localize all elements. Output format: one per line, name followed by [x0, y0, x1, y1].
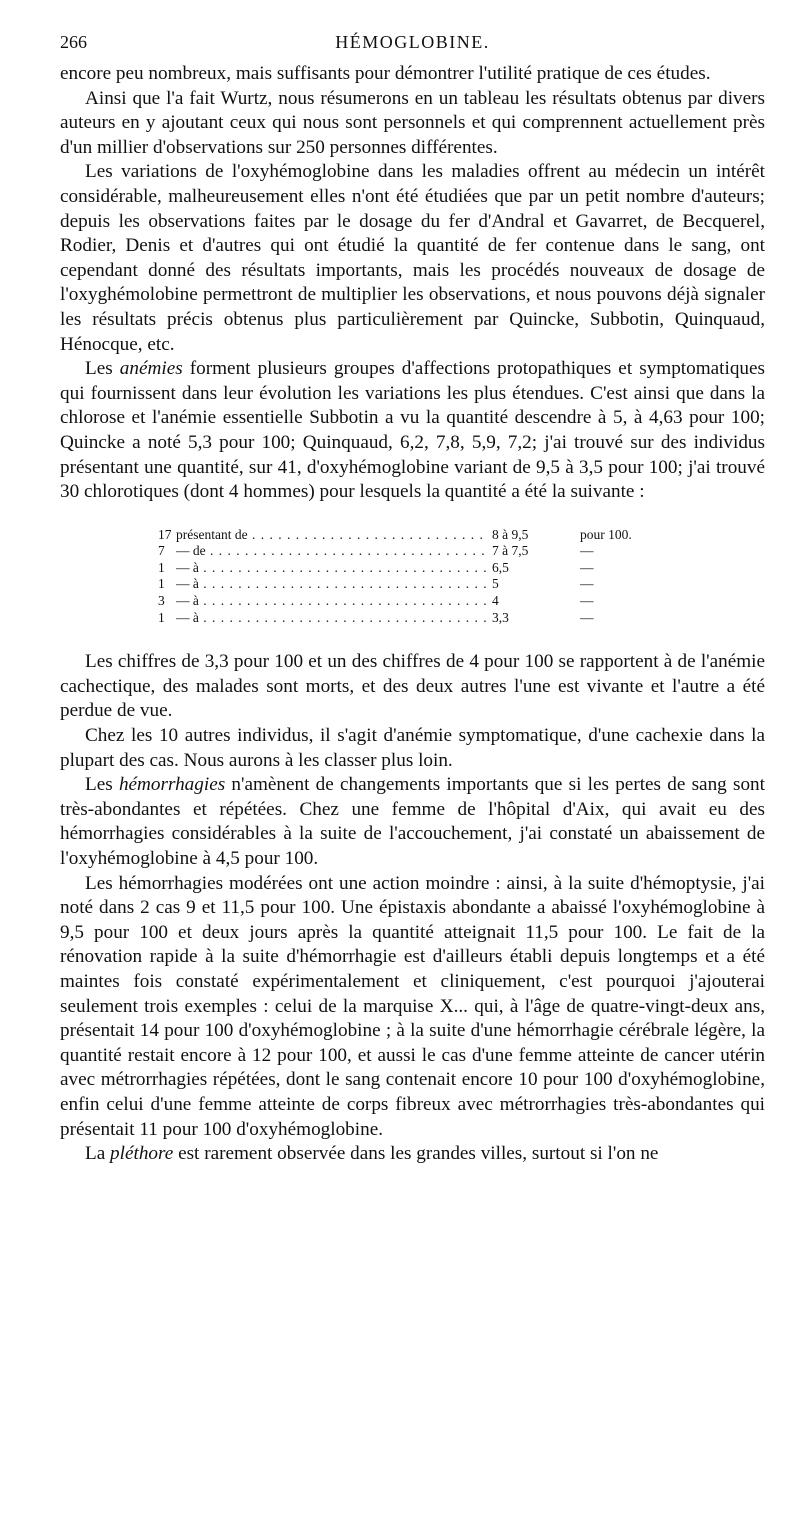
table-count: 17: [158, 526, 172, 542]
paragraph-variations: Les variations de l'oxyhémoglobine dans les maladies offrent au médecin un intérêt considérable, malheureusement elles n'ont été étudiées que par un petit nombre d'auteurs; depuis les observations faites par le dosage du fer d'Andral et Gavarret, de Becquerel, Rodier, Denis et d'autres qui ont étudié la quantité de fer contenue dans le sang, ont cependant donné des résultats importants, mais les procédés nouveaux de dosage de l'oxyghémolobine permettront de multiplier les observations, et nous pouvons déjà signaler les résultats précis obtenus plus particulièrement par Quincke, Subbotin, Quinquaud, Hénocque, etc.: [60, 161, 765, 355]
book-page: [60, 32, 765, 1167]
hemorrhagies-text: n'amènent de changements importants que si les pertes de sang sont très-abondantes et répétées. Chez une femme de l'hôpital d'Aix, qui avait eu des hémorrhagies considérables à la suite de l'accouchement, j'ai constaté un abaissement de l'oxyhémoglobine à 4,5 pour 100.: [60, 774, 765, 869]
table-unit: pour 100.: [580, 526, 632, 542]
table-count: 1: [158, 576, 165, 592]
table-row: [158, 593, 718, 610]
paragraph-chez: Chez les 10 autres individus, il s'agit d'anémie symptomatique, d'une cachexie dans la plupart des cas. Nous aurons à les classer plus loin.: [60, 725, 765, 771]
paragraph-wurtz: Ainsi que l'a fait Wurtz, nous résumerons en un tableau les résultats obtenus par divers auteurs en y ajoutant ceux qui nous sont personnels et qui comprennent actuellement près d'un millier d'observations sur 250 personnes différentes.: [60, 87, 765, 158]
table-value: 7 à 7,5: [492, 543, 529, 559]
table-label: — de: [176, 543, 206, 559]
table-label-cell: [176, 610, 488, 627]
table-label-cell: [176, 527, 488, 544]
table-value: 8 à 9,5: [492, 526, 529, 542]
table-unit: —: [580, 609, 594, 625]
paragraph-anemies: [60, 357, 765, 505]
hemorrhagies-term: hémorrhagies: [118, 774, 226, 796]
plethore-lead: La: [85, 1143, 111, 1165]
paragraph-plethore: [60, 1142, 765, 1167]
table-count: 3: [158, 593, 165, 609]
chlorotiques-table: [158, 527, 718, 627]
table-count: 1: [158, 609, 165, 625]
table-value: 3,3: [492, 609, 509, 625]
paragraph-chiffres: Les chiffres de 3,3 pour 100 et un des chiffres de 4 pour 100 se rapportent à de l'anémie cachectique, des malades sont morts, et des deux autres l'une est vivante et l'autre a été perdue de vue.: [60, 651, 765, 722]
dot-leader: [199, 560, 488, 575]
running-title: HÉMOGLOBINE.: [335, 32, 490, 52]
table-label: présentant de: [176, 526, 248, 542]
page-header: [60, 32, 765, 62]
table-label: — à: [176, 576, 199, 592]
table-unit: —: [580, 576, 594, 592]
plethore-text: est rarement observée dans les grandes villes, surtout si l'on ne: [173, 1143, 659, 1165]
table-row: [158, 610, 718, 627]
plethore-term: pléthore: [110, 1143, 174, 1165]
table-count: 7: [158, 543, 165, 559]
dot-leader: [199, 576, 488, 591]
anemies-lead: Les: [85, 358, 120, 380]
anemies-text: forment plusieurs groupes d'affections protopathiques et symptomatiques qui fournissent dans leur évolution les variations les plus étendues. C'est ainsi que dans la chlorose et l'anémie essentielle Subbotin a vu la quantité descendre à 5, à 4,63 pour 100; Quincke a noté 5,3 pour 100; Quinquaud, 6,2, 7,8, 5,9, 7,2; j'ai trouvé sur des individus présentant une quantité, sur 41, d'oxyhémoglobine variant de 9,5 à 3,5 pour 100; j'ai trouvé 30 chlorotiques (dont 4 hommes) pour lesquels la quantité a été la suivante :: [60, 358, 765, 503]
table-row: [158, 527, 718, 544]
table-label-cell: [176, 543, 488, 560]
hemorrhagies-lead: Les: [85, 774, 119, 796]
dot-leader: [199, 593, 488, 608]
table-row: [158, 560, 718, 577]
table-label: — à: [176, 609, 199, 625]
table-value: 5: [492, 576, 499, 592]
table-label-cell: [176, 560, 488, 577]
paragraph-moderees: Les hémorrhagies modérées ont une action moindre : ainsi, à la suite d'hémoptysie, j'ai noté dans 2 cas 9 et 11,5 pour 100. Une épistaxis abondante a abaissé l'oxyhémoglobine à 9,5 pour 100 et deux jours après la quantité atteignait 11,5 pour 100. Le fait de la rénovation rapide à la suite d'hémorrhagie est d'ailleurs établi depuis longtemps et a été maintes fois constaté expérimentalement et cliniquement, c'est pourquoi j'ajouterai seulement trois exemples : celui de la marquise X... qui, à l'âge de quatre-vingt-deux ans, présentait 14 pour 100 d'oxyhémoglobine ; à la suite d'une hémorrhagie cérébrale légère, la quantité restait encore à 12 pour 100, et aussi le cas d'une femme atteinte de cancer utérin avec métrorrhagies répétées, dont le sang contenait encore 10 pour 100 d'oxyhémoglobine, enfin celui d'une femme atteinte de corps fibreux avec métrorrhagies très-abondantes qui présentait 11 pour 100 d'oxyhémoglobine.: [60, 872, 765, 1140]
table-label: — à: [176, 559, 199, 575]
table-count: 1: [158, 559, 165, 575]
table-label-cell: [176, 593, 488, 610]
dot-leader: [206, 543, 488, 558]
table-row: [158, 576, 718, 593]
anemies-term: anémies: [119, 358, 183, 380]
table-unit: —: [580, 593, 594, 609]
table-row: [158, 543, 718, 560]
table-label: — à: [176, 593, 199, 609]
page-number: 266: [60, 32, 87, 52]
table-value: 6,5: [492, 559, 509, 575]
table-value: 4: [492, 593, 499, 609]
dot-leader: [248, 527, 488, 542]
table-unit: —: [580, 543, 594, 559]
table-label-cell: [176, 576, 488, 593]
dot-leader: [199, 610, 488, 625]
paragraph-hemorrhagies: [60, 773, 765, 871]
paragraph-continuation: encore peu nombreux, mais suffisants pour démontrer l'utilité pratique de ces études.: [60, 63, 711, 84]
table-unit: —: [580, 559, 594, 575]
